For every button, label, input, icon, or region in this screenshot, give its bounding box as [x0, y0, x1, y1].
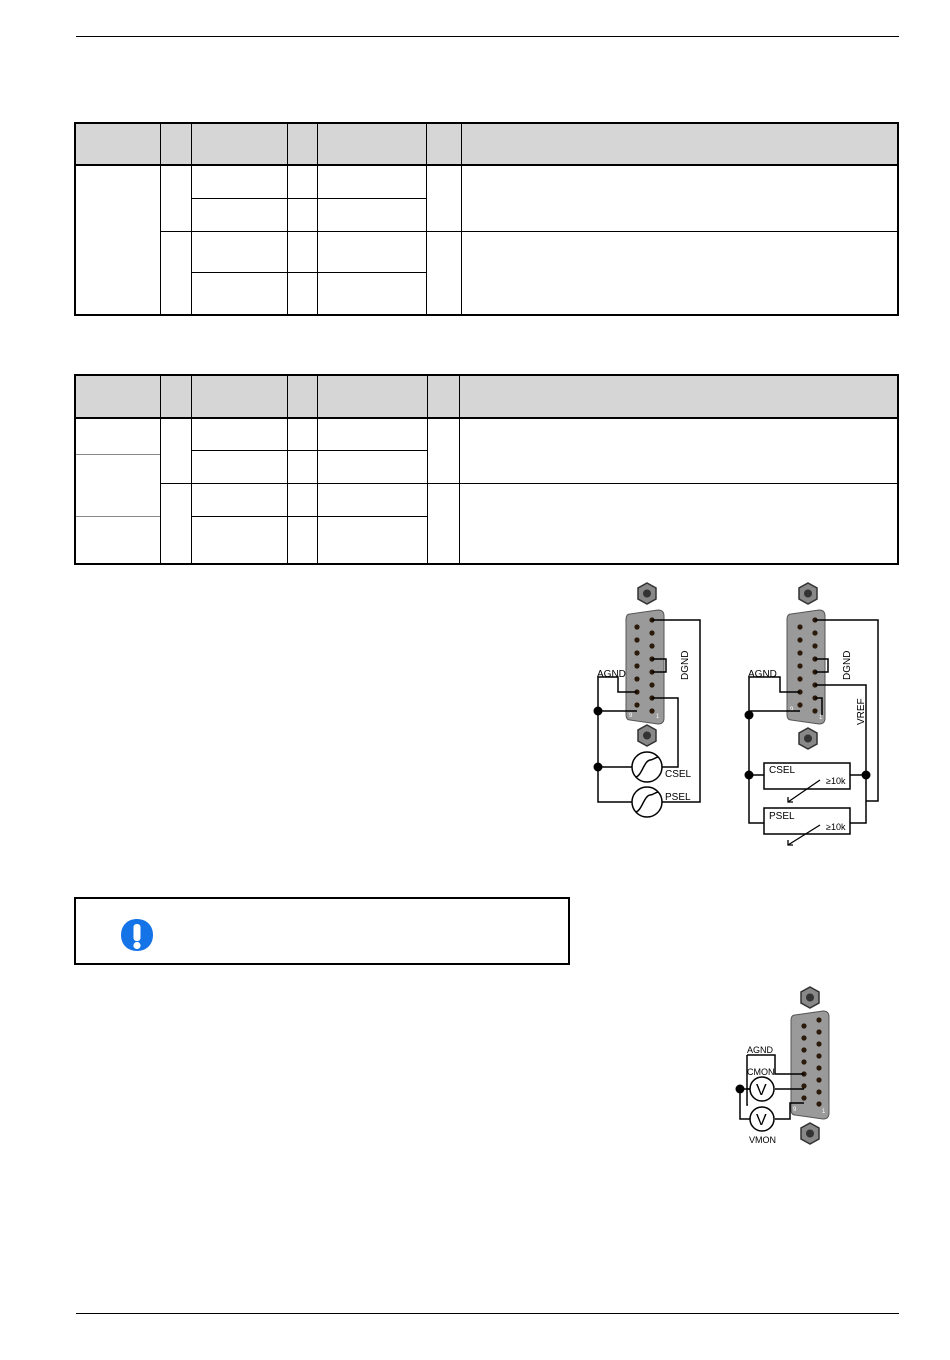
- pin-1-label: 1: [656, 714, 660, 720]
- cmon-label: CMON: [747, 1067, 775, 1077]
- signal-source-icon: [632, 752, 662, 782]
- header-rule: [76, 36, 899, 37]
- table-1-header: [76, 124, 897, 166]
- pin-9-label: 9: [629, 713, 633, 719]
- agnd-label: AGND: [597, 669, 626, 680]
- footer-rule: [76, 1313, 899, 1314]
- psel-label: PSEL: [769, 811, 795, 822]
- note-box: [74, 897, 570, 965]
- cmon-meter-symbol: V: [756, 1082, 767, 1099]
- hex-nut-icon: [799, 728, 817, 749]
- vmon-label: VMON: [749, 1135, 776, 1145]
- vmon-meter-symbol: V: [756, 1112, 767, 1129]
- voltmeter-icon: [750, 1107, 774, 1131]
- dgnd-label: DGND: [842, 650, 853, 680]
- info-exclamation-icon: [118, 917, 156, 955]
- hex-nut-icon: [638, 583, 656, 604]
- table-2: [74, 374, 899, 565]
- pin-1-label: 1: [822, 1109, 826, 1115]
- table-1: [74, 122, 899, 316]
- diagram-potentiometers: [740, 580, 885, 850]
- csel-label: CSEL: [769, 765, 796, 776]
- diagram-signal-sources: [590, 580, 715, 825]
- table-2-header: [76, 376, 897, 419]
- hex-nut-icon: [638, 725, 656, 746]
- agnd-label: AGND: [748, 669, 777, 680]
- hex-nut-icon: [801, 987, 819, 1008]
- agnd-label: AGND: [747, 1045, 774, 1055]
- psel-resistance-label: ≥10k: [826, 822, 846, 832]
- signal-source-icon: [632, 787, 662, 817]
- pin-9-label: 9: [790, 707, 794, 713]
- diagram-monitoring: [725, 985, 840, 1150]
- hex-nut-icon: [801, 1123, 819, 1144]
- psel-label: PSEL: [665, 792, 691, 803]
- hex-nut-icon: [799, 583, 817, 604]
- sub-d-connector: [626, 610, 664, 724]
- voltmeter-icon: [750, 1077, 774, 1101]
- pin-1-label: 1: [819, 715, 823, 721]
- pin-9-label: 9: [793, 1107, 797, 1113]
- csel-label: CSEL: [665, 769, 692, 780]
- csel-resistance-label: ≥10k: [826, 776, 846, 786]
- dgnd-label: DGND: [680, 650, 691, 680]
- vref-label: VREF: [856, 698, 867, 725]
